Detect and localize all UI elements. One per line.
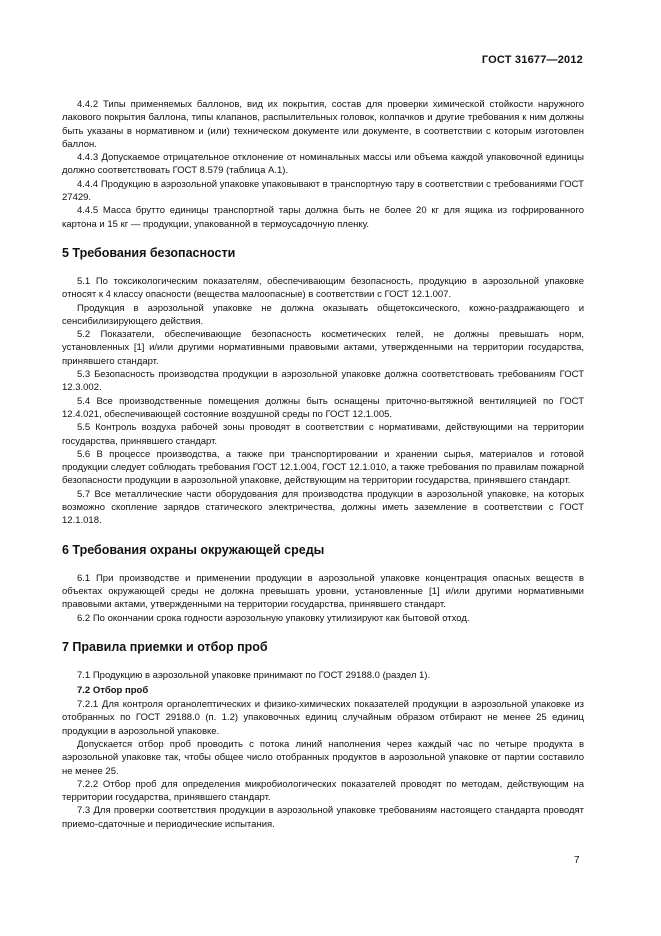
paragraph: 7.2.2 Отбор проб для определения микробиологических показателей проводят по методам, действующим на территории государства, принявшего стандарт.: [62, 778, 584, 804]
paragraph: 5.4 Все производственные помещения должны быть оснащены приточно-вытяжной вентиляцией по ГОСТ 12.4.021, обеспечивающей состояние воздушной среды по ГОСТ 12.1.005.: [62, 395, 584, 420]
standard-designation: ГОСТ 31677—2012: [481, 54, 583, 66]
subsection-heading: 7.2 Отбор проб: [77, 685, 149, 697]
paragraph: 5.1 По токсикологическим показателям, обеспечивающим безопасность, продукцию в аэрозольной упаковке относят к 4 классу опасности (вещества малоопасные) в соответствии с ГОСТ 12.1.007.: [62, 275, 584, 301]
paragraph: 7.1 Продукцию в аэрозольной упаковке принимают по ГОСТ 29188.0 (раздел 1).: [77, 669, 431, 681]
paragraph: 5.2 Показатели, обеспечивающие безопасность косметических гелей, не должны превышать норм, установленных [1] и/или другими нормативными правовыми актами, утвержденными на территории государства, принявшего стандарт.: [62, 329, 584, 367]
paragraph: 4.4.3 Допускаемое отрицательное отклонение от номинальных массы или объема каждой упаковочной единицы должно соответствовать ГОСТ 8.579 (таблица А.1).: [62, 152, 584, 177]
paragraph: 5.6 В процессе производства, а также при транспортировании и хранении сырья, материалов и готовой продукции следует соблюдать требования ГОСТ 12.1.004, ГОСТ 12.1.010, а также требования по правилам пожарной безопасности продукции в аэрозольной упаковке, действующим на территории государства, принявшего стандарт.: [62, 448, 584, 487]
document-body: [62, 98, 584, 831]
paragraph: Продукция в аэрозольной упаковке не должна оказывать общетоксического, кожно-раздражающего и сенсибилизирующего действия.: [62, 302, 584, 327]
paragraph: 5.3 Безопасность производства продукции в аэрозольной упаковке должна соответствовать требованиям ГОСТ 12.3.002.: [62, 369, 584, 394]
section-heading: 6 Требования охраны окружающей среды: [62, 542, 325, 557]
paragraph: 5.5 Контроль воздуха рабочей зоны проводят в соответствии с нормативами, действующими на территории государства, принявшего стандарт.: [62, 422, 584, 447]
paragraph: 4.4.2 Типы применяемых баллонов, вид их покрытия, состав для проверки химической стойкости наружного лакового покрытия баллона, типы клапанов, распылительных головок, колпачков и другие требования к ним должны быть указаны в нормативном и (или) техническом документе или документе, в соответствии с которым изготовлен баллон.: [62, 99, 584, 150]
paragraph: Допускается отбор проб проводить с потока линий наполнения через каждый час по четыре продукта в аэрозольной упаковке так, чтобы общее число отобранных продуктов в аэрозольной упаковке от партии составило не менее 25.: [62, 738, 584, 777]
paragraph: 6.2 По окончании срока годности аэрозольную упаковку утилизируют как бытовой отход.: [77, 612, 470, 624]
paragraph: 6.1 При производстве и применении продукции в аэрозольной упаковке концентрация опасных веществ в объектах окружающей среды не должна превышать уровни, установленные [1] и/или другими нормативными правовыми актами, утвержденными на территории государства, принявшего стандарт.: [62, 572, 584, 611]
section-heading: 5 Требования безопасности: [62, 245, 236, 260]
paragraph: 7.2.1 Для контроля органолептических и физико-химических показателей продукции в аэрозольной упаковке из отобранных по ГОСТ 29188.0 (п. 1.2) упаковочных единиц случайным образом отбирают не менее 25 единиц продукции в аэрозольной упаковке.: [62, 699, 584, 737]
paragraph: 4.4.5 Масса брутто единицы транспортной тары должна быть не более 20 кг для ящика из гофрированного картона и 15 кг — продукции, упакованной в термоусадочную пленку.: [62, 205, 584, 230]
paragraph: 5.7 Все металлические части оборудования для производства продукции в аэрозольной упаковке, на которых возможно скопление зарядов статического электричества, должны иметь заземление в соответствии с ГОСТ 12.1.018.: [62, 488, 584, 527]
paragraph: 7.3 Для проверки соответствия продукции в аэрозольной упаковке требованиям настоящего стандарта проводят приемо-сдаточные и периодические испытания.: [62, 805, 584, 830]
page-number: 7: [574, 855, 580, 866]
section-heading: 7 Правила приемки и отбор проб: [62, 639, 268, 654]
paragraph: 4.4.4 Продукцию в аэрозольной упаковке упаковывают в транспортную тару в соответствии с требованиями ГОСТ 27429.: [62, 178, 584, 204]
